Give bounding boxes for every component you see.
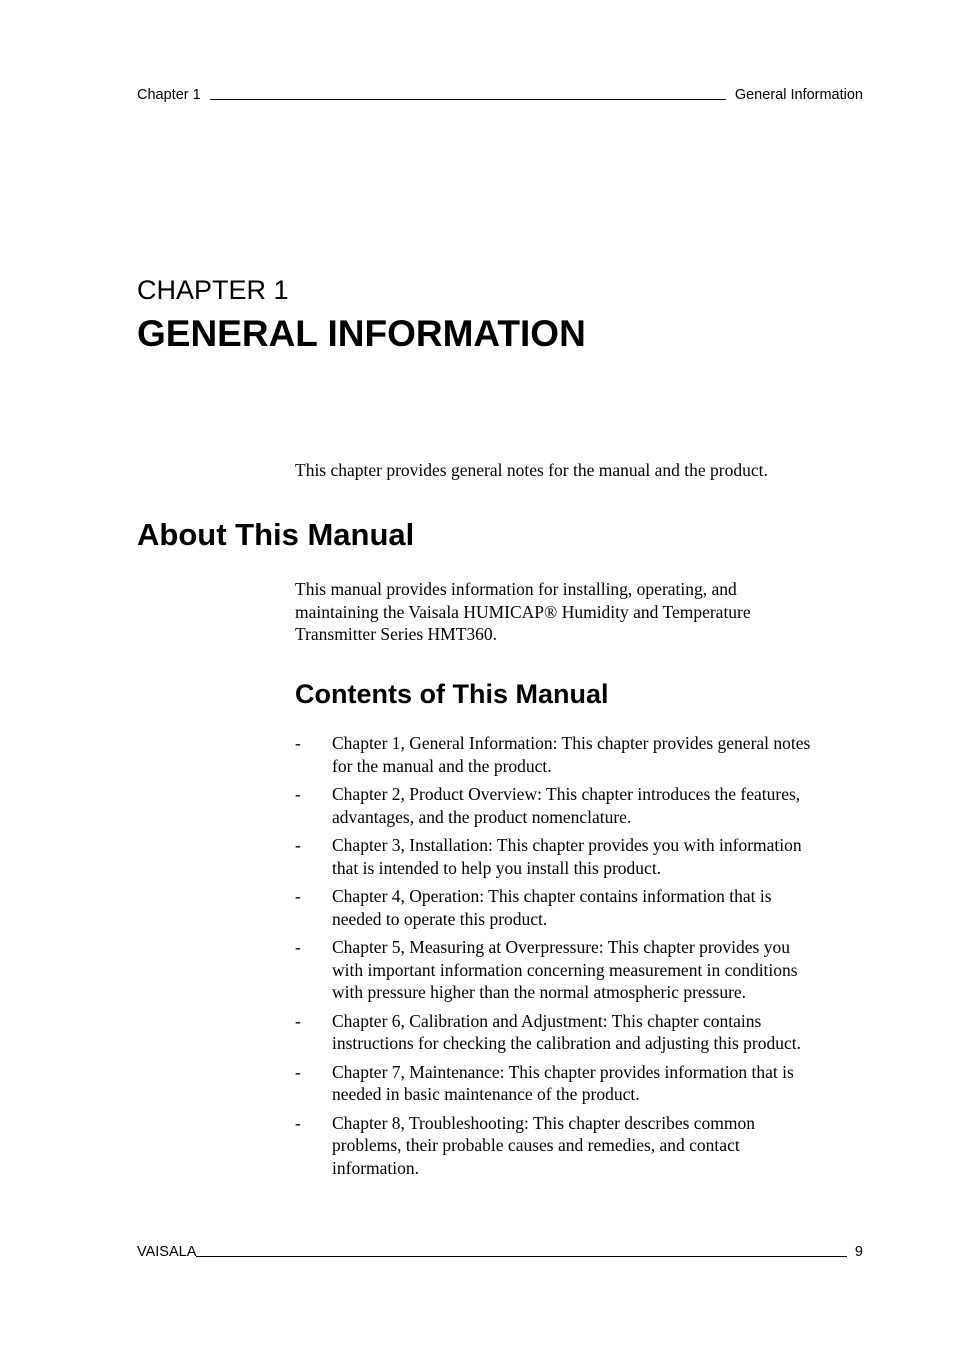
list-bullet: - [295, 1010, 301, 1031]
list-item-line: problems, their probable causes and remedies, and contact [332, 1135, 740, 1155]
footer-rule [196, 1256, 847, 1257]
page-header [137, 86, 863, 104]
chapter-label: CHAPTER 1 [137, 275, 289, 305]
list-item-line: with pressure higher than the normal atmospheric pressure. [332, 982, 747, 1002]
contents-list-item [295, 1112, 865, 1180]
contents-list-item [295, 834, 865, 879]
list-item-line: for the manual and the product. [332, 755, 552, 776]
about-paragraph [295, 578, 863, 646]
about-heading: About This Manual [137, 517, 415, 552]
list-item-line: Chapter 6, Calibration and Adjustment: This chapter contains [332, 1010, 762, 1031]
list-item-text [332, 885, 865, 930]
list-item-text [332, 783, 865, 828]
page-footer [137, 1243, 863, 1261]
list-item-line: Chapter 7, Maintenance: This chapter provides information that is [332, 1061, 794, 1082]
contents-list-item [295, 1010, 865, 1055]
list-item-line: Chapter 5, Measuring at Overpressure: This chapter provides you [332, 937, 790, 957]
page-number: 9 [854, 1244, 863, 1260]
list-item-text [332, 834, 865, 879]
contents-list-item [295, 885, 865, 930]
contents-list-item [295, 936, 865, 1004]
list-item-line: Chapter 1, General Information: This chapter provides general notes [332, 733, 811, 753]
list-bullet: - [295, 784, 301, 804]
about-line: Transmitter Series HMT360. [295, 624, 498, 644]
list-item-text [332, 1112, 865, 1180]
list-item-text [332, 732, 865, 777]
list-item-line: that is intended to help you install this product. [332, 857, 662, 878]
contents-list-item [295, 783, 865, 828]
contents-list [295, 732, 865, 1185]
list-item-line: Chapter 4, Operation: This chapter contains information that is [332, 886, 772, 906]
list-item-text [332, 1010, 865, 1055]
contents-list-item [295, 1061, 865, 1106]
list-item-line: advantages, and the product nomenclature. [332, 806, 632, 827]
header-rule [210, 99, 726, 100]
list-item-line: instructions for checking the calibration and adjusting this product. [332, 1033, 801, 1053]
list-bullet: - [295, 835, 301, 855]
list-bullet: - [295, 886, 301, 906]
contents-list-item [295, 732, 865, 777]
list-item-line: needed in basic maintenance of the product. [332, 1084, 640, 1104]
list-item-line: information. [332, 1157, 419, 1178]
contents-heading: Contents of This Manual [295, 679, 609, 709]
list-bullet: - [295, 1061, 301, 1082]
list-item-text [332, 936, 865, 1004]
footer-brand: VAISALA [137, 1244, 197, 1260]
intro-paragraph: This chapter provides general notes for the manual and the product. [295, 460, 768, 480]
list-item-line: Chapter 8, Troubleshooting: This chapter describes common [332, 1112, 756, 1133]
list-item-line: Chapter 2, Product Overview: This chapter introduces the features, [332, 784, 801, 804]
about-line: maintaining the Vaisala HUMICAP® Humidity and Temperature [295, 601, 751, 622]
chapter-title: GENERAL INFORMATION [137, 313, 586, 354]
list-item-text [332, 1061, 865, 1106]
header-chapter: Chapter 1 [137, 87, 201, 103]
list-item-line: with important information concerning measurement in conditions [332, 959, 798, 980]
about-line: This manual provides information for installing, operating, and [295, 579, 737, 599]
header-section: General Information [734, 87, 863, 103]
list-bullet: - [295, 937, 301, 957]
list-item-line: needed to operate this product. [332, 908, 548, 929]
list-bullet: - [295, 1112, 301, 1133]
list-item-line: Chapter 3, Installation: This chapter provides you with information [332, 835, 802, 855]
list-bullet: - [295, 733, 301, 753]
